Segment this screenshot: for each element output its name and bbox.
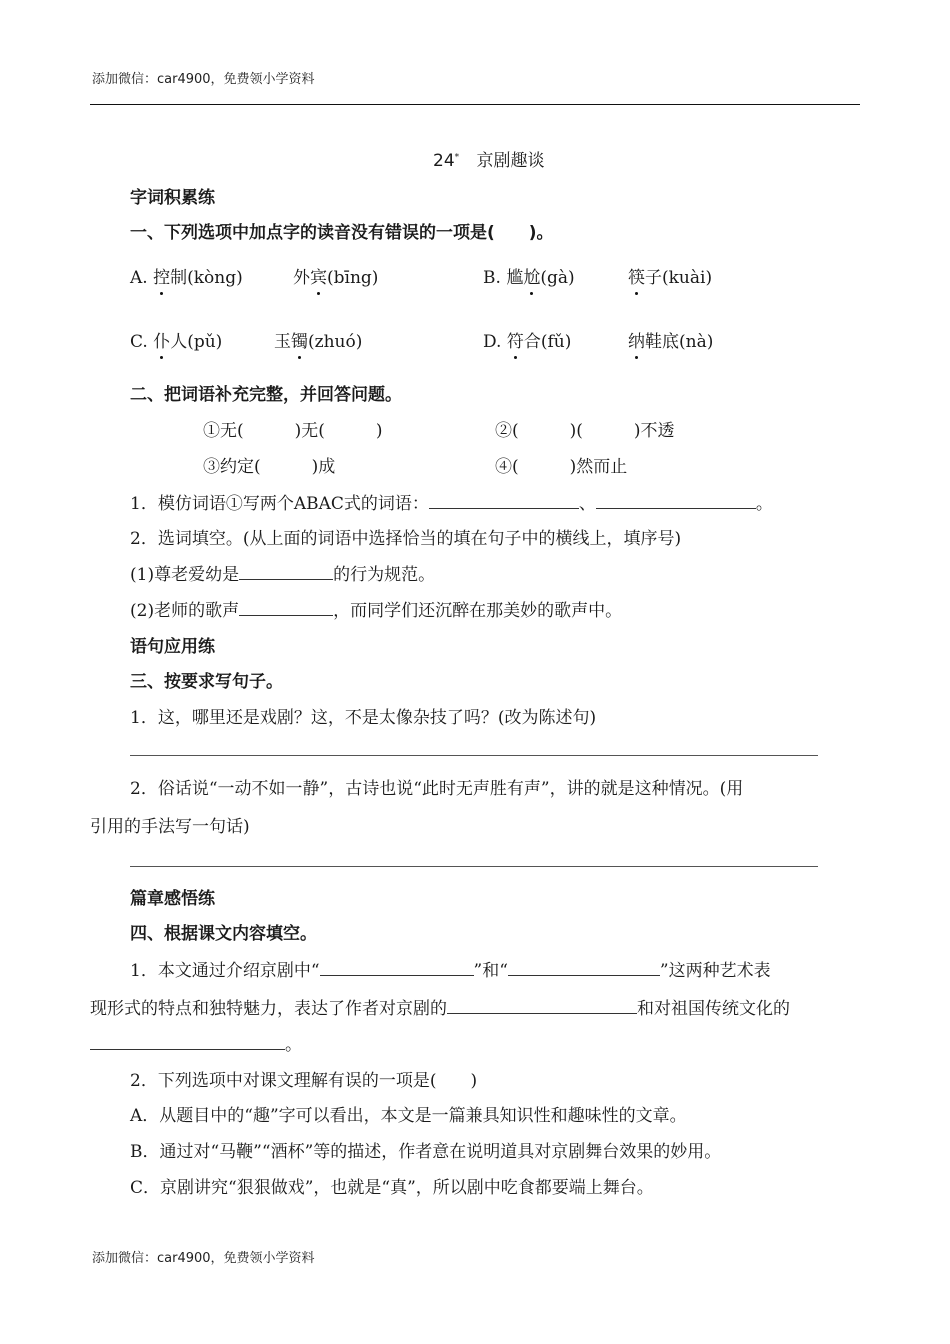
- text: ”这两种艺术表: [659, 961, 771, 981]
- q4-sub1-line3: [90, 1030, 302, 1055]
- q2-sub2-2: [130, 596, 622, 621]
- answer-blank[interactable]: [447, 995, 637, 1014]
- text: ”和“: [473, 961, 508, 981]
- text: 现形式的特点和独特魅力，表达了作者对京剧的: [90, 999, 447, 1019]
- q2-sub2: 2．选词填空。(从上面的词语中选择恰当的填在句子中的横线上，填序号): [130, 529, 682, 549]
- section-heading-sentence: 语句应用练: [130, 637, 215, 657]
- option-label: B.: [483, 268, 507, 288]
- separator: 、: [578, 494, 596, 514]
- text: ，而同学们还沉醉在那美妙的歌声中。: [333, 601, 623, 621]
- lesson-mark: *: [454, 152, 460, 163]
- dotted-char: 纳: [628, 327, 645, 352]
- text: (1)尊老爱幼是: [130, 565, 240, 585]
- word-part: (bīng): [327, 268, 379, 288]
- text: 的行为规范。: [333, 565, 436, 585]
- option-c: [130, 327, 222, 352]
- period: 。: [755, 494, 773, 514]
- page-header: 添加微信：car4900，免费领小学资料: [92, 72, 315, 87]
- dotted-char: 仆: [153, 327, 170, 352]
- option-label: C.: [130, 332, 154, 352]
- text: 1．本文通过介绍京剧中“: [130, 961, 320, 981]
- word-part: 制(kòng): [170, 268, 243, 288]
- q2-sub2-1: [130, 560, 435, 585]
- question-3-stem: 三、按要求写句子。: [130, 672, 283, 692]
- section-heading-reading: 篇章感悟练: [130, 889, 215, 909]
- q4-sub1-line1: [130, 956, 771, 981]
- dotted-char: 尬: [523, 263, 540, 288]
- option-b-word2: [628, 263, 712, 288]
- idiom-item-1: ①无( )无( ): [203, 421, 383, 441]
- idiom-item-3: ③约定( )成: [203, 457, 336, 477]
- word-part: (zhuó): [308, 332, 363, 352]
- q4-option-a: A．从题目中的“趣”字可以看出，本文是一篇兼具知识性和趣味性的文章。: [130, 1106, 687, 1126]
- answer-blank[interactable]: [508, 957, 660, 976]
- answer-blank[interactable]: [320, 957, 474, 976]
- lesson-title: [433, 146, 545, 171]
- word-part: 合(fǔ): [523, 332, 572, 352]
- question-2-stem: 二、把词语补充完整，并回答问题。: [130, 385, 402, 405]
- dotted-char: 宾: [310, 263, 327, 288]
- option-b: [483, 263, 575, 288]
- word-part: 子(kuài): [645, 268, 713, 288]
- answer-blank[interactable]: [90, 1031, 285, 1050]
- page-footer: 添加微信：car4900，免费领小学资料: [92, 1251, 315, 1266]
- q4-sub2-stem: 2．下列选项中对课文理解有误的一项是( ): [130, 1071, 478, 1091]
- q4-option-b: B．通过对“马鞭”“酒杯”等的描述，作者意在说明道具对京剧舞台效果的妙用。: [130, 1142, 722, 1162]
- answer-line[interactable]: [130, 866, 818, 867]
- q3-sub2-line2: 引用的手法写一句话): [90, 817, 250, 837]
- word-part: (gà): [540, 268, 575, 288]
- dotted-char: 符: [507, 327, 524, 352]
- idiom-item-2: ②( )( )不透: [495, 421, 675, 441]
- option-label: A.: [130, 268, 154, 288]
- answer-blank[interactable]: [239, 561, 333, 580]
- question-1-stem: 一、下列选项中加点字的读音没有错误的一项是( )。: [130, 223, 554, 243]
- header-rule: [90, 104, 860, 105]
- word-part: 外: [293, 268, 310, 288]
- question-4-stem: 四、根据课文内容填空。: [130, 924, 317, 944]
- answer-blank[interactable]: [429, 490, 579, 509]
- text: 和对祖国传统文化的: [637, 999, 790, 1019]
- answer-blank[interactable]: [596, 490, 756, 509]
- word-part: 人(pǔ): [170, 332, 223, 352]
- word-part: 尴: [506, 268, 524, 288]
- option-a-word2: [293, 263, 378, 288]
- q3-sub1: 1．这，哪里还是戏剧？这，不是太像杂技了吗？(改为陈述句): [130, 708, 597, 728]
- q4-sub1-line2: [90, 994, 790, 1019]
- q2-sub1: [130, 489, 773, 514]
- lesson-number: 24: [433, 151, 455, 171]
- period: 。: [285, 1035, 302, 1055]
- option-d-word2: [628, 327, 713, 352]
- q4-option-c: C．京剧讲究“狠狠做戏”，也就是“真”，所以剧中吃食都要端上舞台。: [130, 1178, 654, 1198]
- q2-sub1-text: 1．模仿词语①写两个ABAC式的词语：: [130, 494, 429, 514]
- option-c-word2: [274, 327, 362, 352]
- answer-line[interactable]: [130, 755, 818, 756]
- idiom-item-4: ④( )然而止: [495, 457, 628, 477]
- section-heading-vocab: 字词积累练: [130, 188, 215, 208]
- option-d: [483, 327, 571, 352]
- dotted-char: 控: [153, 263, 170, 288]
- text: (2)老师的歌声: [130, 601, 240, 621]
- word-part: 鞋底(nà): [645, 332, 714, 352]
- option-a: [130, 263, 243, 288]
- option-label: D.: [483, 332, 507, 352]
- word-part: 玉: [274, 332, 291, 352]
- answer-blank[interactable]: [239, 597, 333, 616]
- q3-sub2-line1: 2．俗话说“一动不如一静”，古诗也说“此时无声胜有声”，讲的就是这种情况。(用: [130, 779, 744, 799]
- dotted-char: 镯: [291, 327, 308, 352]
- dotted-char: 筷: [628, 263, 645, 288]
- lesson-name: 京剧趣谈: [476, 151, 545, 171]
